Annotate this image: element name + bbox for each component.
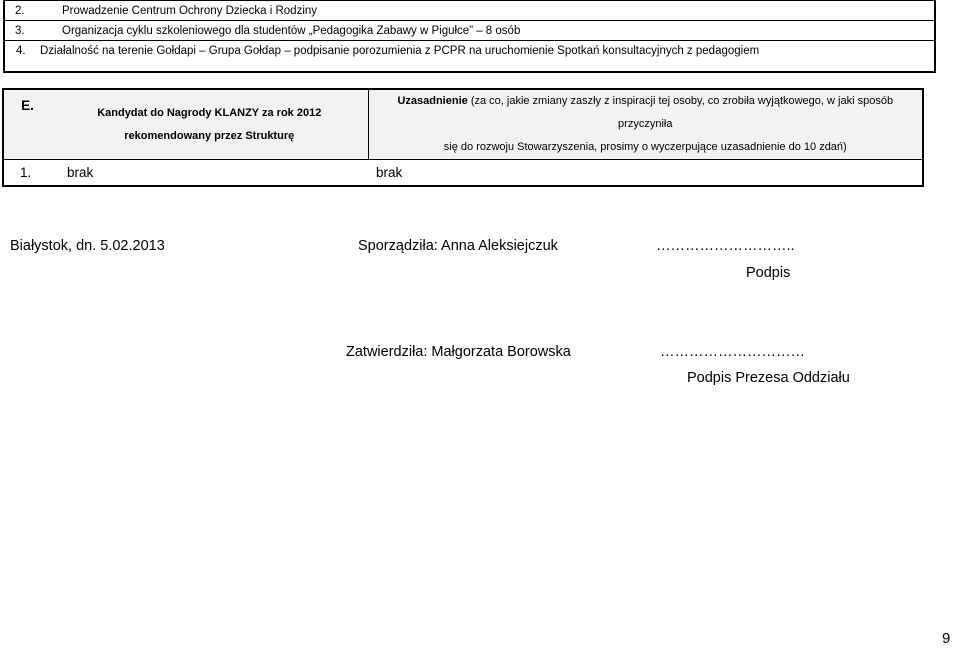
justification-header-bold: Uzasadnienie <box>397 95 468 107</box>
candidate-cell: brak <box>51 160 368 187</box>
list-item-number: 4. <box>4 41 40 73</box>
justification-header-line1: (za co, jakie zmiany zaszły z inspiracji tej osoby, co zrobiła wyjątkowego, w jaki sposób przyczyniła <box>470 95 894 130</box>
justification-header-line2: się do rozwoju Stowarzyszenia, prosimy o wyczerpujące uzasadnienie do 10 zdań) <box>443 141 847 153</box>
justification-column-header <box>368 89 923 160</box>
approved-by: Zatwierdziła: Małgorzata Borowska <box>346 344 571 360</box>
list-item-text: Organizacja cyklu szkoleniowego dla studentów „Pedagogika Zabawy w Pigułce” – 8 osób <box>40 21 935 41</box>
approved-signature-line: ………………………… <box>660 344 805 360</box>
table-row <box>3 160 923 187</box>
list-item-number: 3. <box>4 21 40 41</box>
prepared-signature-line: ……………………….. <box>656 238 795 254</box>
list-item <box>4 1 935 21</box>
list-item-text: Działalność na terenie Gołdapi – Grupa Gołdap – podpisanie porozumienia z PCPR na uruchomienie Spotkań konsultacyjnych z pedagogiem <box>40 41 935 73</box>
candidate-header-line1: Kandydat do Nagrody KLANZY za rok 2012 <box>97 106 322 119</box>
prepared-signature-caption: Podpis <box>746 265 791 281</box>
candidate-header-line2: rekomendowany przez Strukturę <box>124 129 295 142</box>
section-letter: E. <box>21 98 34 113</box>
award-table-header <box>3 89 923 160</box>
list-item <box>4 21 935 41</box>
award-candidate-table <box>2 88 924 187</box>
prepared-by: Sporządziła: Anna Aleksiejczuk <box>358 238 558 254</box>
approved-signature-caption: Podpis Prezesa Oddziału <box>687 370 850 386</box>
list-item <box>4 41 935 73</box>
place-date: Białystok, dn. 5.02.2013 <box>10 238 165 254</box>
candidate-column-header <box>51 89 368 160</box>
activity-list-table <box>3 0 936 73</box>
page-number: 9 <box>942 630 951 647</box>
row-number: 1. <box>3 160 51 187</box>
list-item-text: Prowadzenie Centrum Ochrony Dziecka i Rodziny <box>40 1 935 21</box>
list-item-number: 2. <box>4 1 40 21</box>
justification-cell: brak <box>368 160 923 187</box>
